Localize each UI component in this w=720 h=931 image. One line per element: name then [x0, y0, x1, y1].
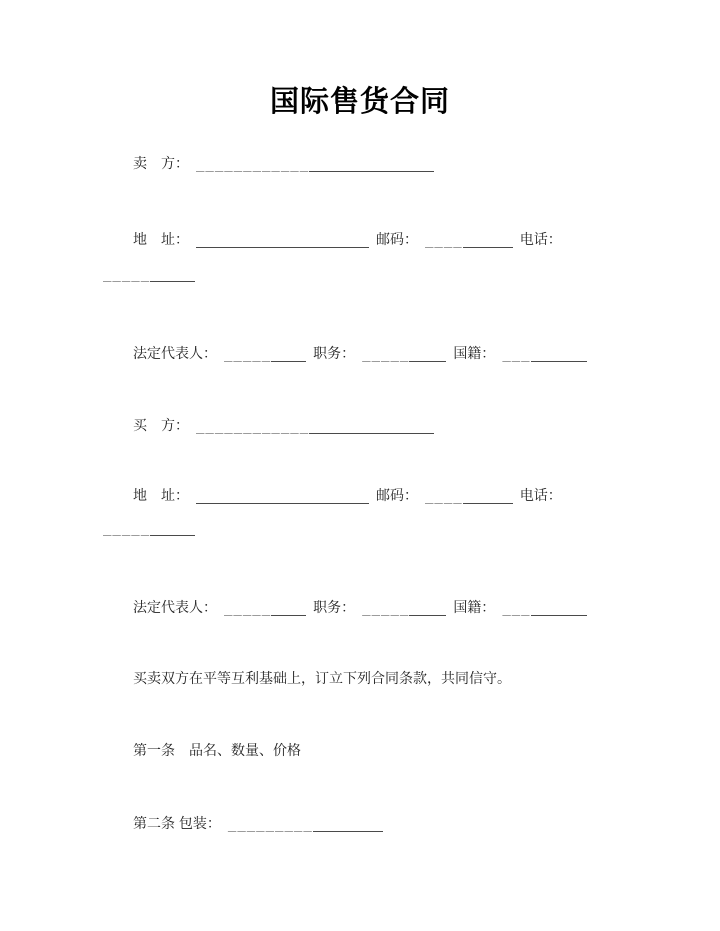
blank-underscores: _____: [224, 346, 272, 362]
seller-position-label: 职务：: [313, 345, 356, 361]
blank-underscores: ___: [502, 346, 531, 362]
blank-line: [313, 817, 383, 832]
buyer-legal-rep-blank: [224, 599, 306, 615]
buyer-position-label: 职务：: [313, 599, 356, 615]
buyer-postcode-blank: [425, 487, 513, 503]
seller-phone-blank: [103, 265, 195, 281]
buyer-postcode-label: 邮码：: [376, 487, 418, 503]
blank-underscores: _____: [224, 600, 272, 616]
preamble-text: 买卖双方在平等互利基础上，订立下列合同条款，共同信守。: [133, 670, 511, 686]
article2-row: [133, 813, 390, 834]
seller-party-row: [133, 153, 441, 174]
blank-line: [409, 601, 446, 616]
blank-underscores: ____________: [196, 156, 310, 172]
seller-postcode-blank: [425, 231, 513, 247]
article1-heading: 第一条 品名、数量、价格: [133, 742, 301, 758]
buyer-party-blank: [196, 417, 434, 433]
buyer-address-blank: [196, 487, 369, 503]
seller-phone-wrap-row: [103, 263, 195, 284]
article2-packing-blank: [228, 815, 383, 831]
blank-line: [271, 347, 306, 362]
blank-underscores: _________: [227, 816, 313, 832]
blank-underscores: ____: [425, 488, 463, 504]
blank-underscores: ___: [502, 600, 531, 616]
blank-line: [309, 157, 434, 172]
blank-line: [531, 347, 587, 362]
blank-underscores: _____: [103, 266, 151, 282]
blank-line: [271, 601, 306, 616]
buyer-position-blank: [362, 599, 446, 615]
contract-title: 国际售货合同: [269, 86, 450, 118]
seller-party-blank: [196, 155, 434, 171]
buyer-address-label: 地 址：: [133, 487, 189, 503]
buyer-nationality-blank: [502, 599, 586, 615]
buyer-nationality-label: 国籍：: [453, 599, 496, 615]
seller-nationality-blank: [502, 345, 586, 361]
blank-line: [196, 489, 369, 504]
seller-address-row: [133, 229, 562, 250]
blank-line: [309, 419, 434, 434]
buyer-phone-blank: [103, 519, 195, 535]
buyer-legal-rep-label: 法定代表人：: [133, 599, 217, 615]
buyer-party-row: [133, 415, 441, 436]
blank-line: [463, 489, 513, 504]
article2-label: 第二条 包装：: [133, 815, 221, 831]
blank-line: [531, 601, 587, 616]
buyer-address-row: [133, 485, 562, 506]
blank-line: [150, 267, 195, 282]
buyer-party-label: 买 方：: [133, 417, 189, 433]
seller-legal-rep-label: 法定代表人：: [133, 345, 217, 361]
seller-legal-rep-row: [133, 343, 594, 364]
seller-party-label: 卖 方：: [133, 155, 189, 171]
buyer-legal-rep-row: [133, 597, 594, 618]
seller-address-blank: [196, 231, 369, 247]
blank-underscores: ____________: [196, 418, 310, 434]
blank-line: [196, 233, 369, 248]
blank-line: [463, 233, 513, 248]
blank-underscores: ____: [425, 232, 463, 248]
blank-underscores: _____: [362, 600, 410, 616]
seller-position-blank: [362, 345, 446, 361]
seller-postcode-label: 邮码：: [376, 231, 418, 247]
blank-underscores: _____: [362, 346, 410, 362]
blank-line: [150, 521, 195, 536]
buyer-phone-label: 电话：: [519, 487, 562, 503]
blank-line: [409, 347, 446, 362]
buyer-phone-wrap-row: [103, 517, 195, 538]
seller-legal-rep-blank: [224, 345, 306, 361]
seller-nationality-label: 国籍：: [453, 345, 496, 361]
seller-phone-label: 电话：: [519, 231, 562, 247]
blank-underscores: _____: [103, 520, 151, 536]
seller-address-label: 地 址：: [133, 231, 189, 247]
